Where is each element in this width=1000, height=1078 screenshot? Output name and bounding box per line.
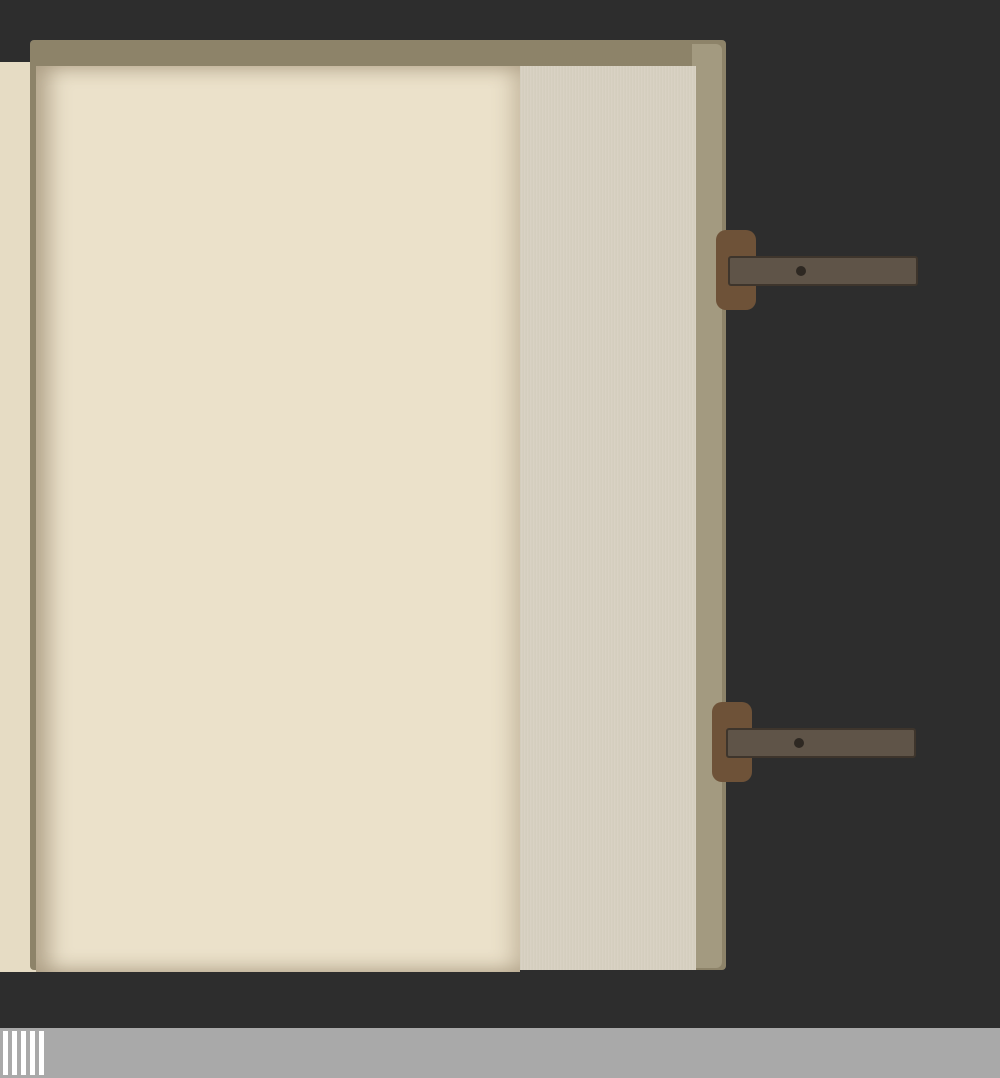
right-page <box>36 66 520 972</box>
clasp-rivet <box>794 738 804 748</box>
clasp-rivet <box>796 266 806 276</box>
footer-bar <box>0 1028 1000 1078</box>
page-edges <box>520 66 696 970</box>
library-logo-icon <box>3 1031 47 1075</box>
fore-edge-board <box>692 44 722 968</box>
clasp-strap-bottom <box>726 728 916 758</box>
clasp-strap-top <box>728 256 918 286</box>
